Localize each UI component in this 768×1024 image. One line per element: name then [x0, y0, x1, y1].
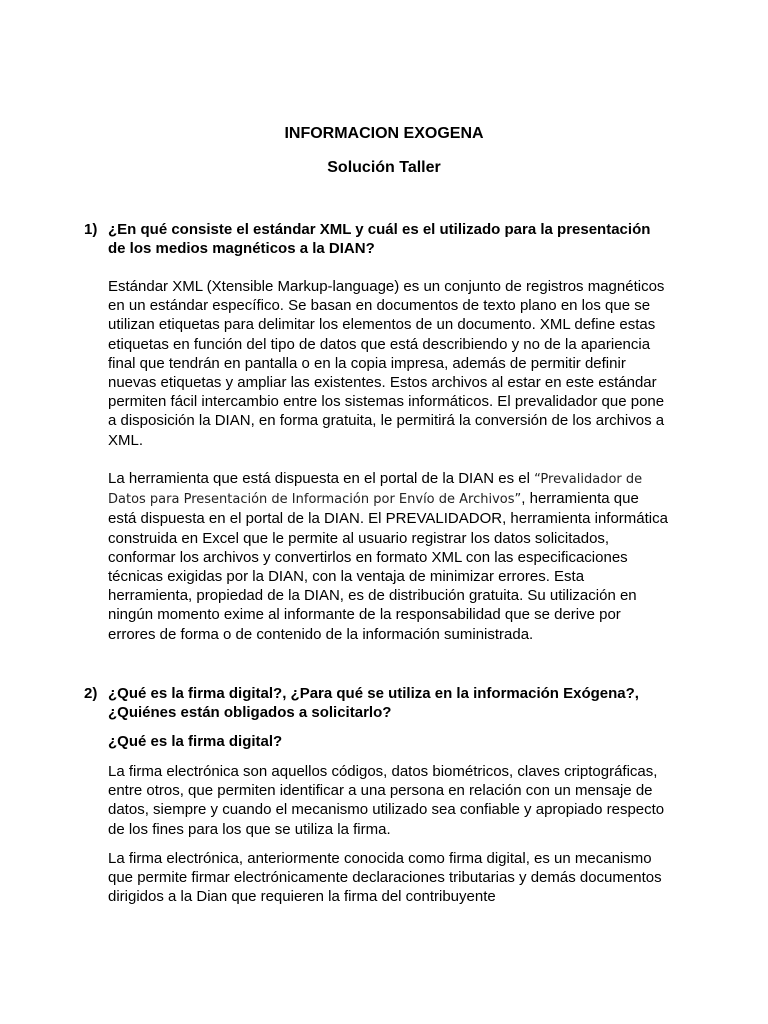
prevalidador-name: “Prevalidador de Datos para Presentación de Información por Envío de Archivos” [108, 472, 643, 508]
document-subtitle: Solución Taller [327, 159, 441, 176]
question-2-number: 2) [84, 685, 98, 702]
question-2-paragraph-1: La firma electrónica son aquellos códigos, datos biométricos, claves criptográficas, entre otros, que permiten identificar a una persona en relación con un mensaje de datos, siempre y cuando el mecanismo utilizado sea confiable y apropiado respecto de los fines para los que se utiliza la firma. [108, 763, 665, 838]
firma-digital-subheading: ¿Qué es la firma digital? [108, 733, 283, 750]
question-1-paragraph-2 [108, 469, 668, 644]
question-1-text: ¿En qué consiste el estándar XML y cuál es el utilizado para la presentación de los medios magnéticos a la DIAN? [108, 221, 651, 257]
question-1-paragraph-1: Estándar XML (Xtensible Markup-language) es un conjunto de registros magnéticos en un estándar específico. Se basan en documentos de texto plano en los que se utilizan etiquetas para delimitar los elementos de un documento. XML define estas etiquetas en función del tipo de datos que está describiendo y no de la apariencia final que tendrán en pantalla o en la copia impresa, además de permitir definir nuevas etiquetas y ampliar las existentes. Estos archivos al estar en este estándar permiten fácil intercambio entre los sistemas informáticos. El prevalidador que pone a disposición la DIAN, en forma gratuita, le permitirá la conversión de los archivos a XML. [108, 278, 665, 449]
document-title: INFORMACION EXOGENA [284, 125, 484, 142]
question-1-number: 1) [84, 221, 98, 238]
question-2-text: ¿Qué es la firma digital?, ¿Para qué se utiliza en la información Exógena?, ¿Quiénes están obligados a solicitarlo? [108, 685, 639, 721]
paragraph-2-intro: La herramienta que está dispuesta en el portal de la DIAN es el [108, 470, 535, 487]
paragraph-2-body: , herramienta que está dispuesta en el portal de la DIAN. El PREVALIDADOR, herramienta informática construida en Excel que le permite al usuario registrar los datos solicitados, conformar los archivos y convertirlos en formato XML con las especificaciones técnicas exigidas por la DIAN, con la ventaja de minimizar errores. Esta herramienta, propiedad de la DIAN, es de distribución gratuita. Su utilización en ningún momento exime al informante de la responsabilidad que se derive por errores de forma o de contenido de la información suministrada. [108, 490, 668, 643]
question-2-paragraph-2: La firma electrónica, anteriormente conocida como firma digital, es un mecanismo que permite firmar electrónicamente declaraciones tributarias y demás documentos dirigidos a la Dian que requieren la firma del contribuyente [108, 850, 662, 906]
